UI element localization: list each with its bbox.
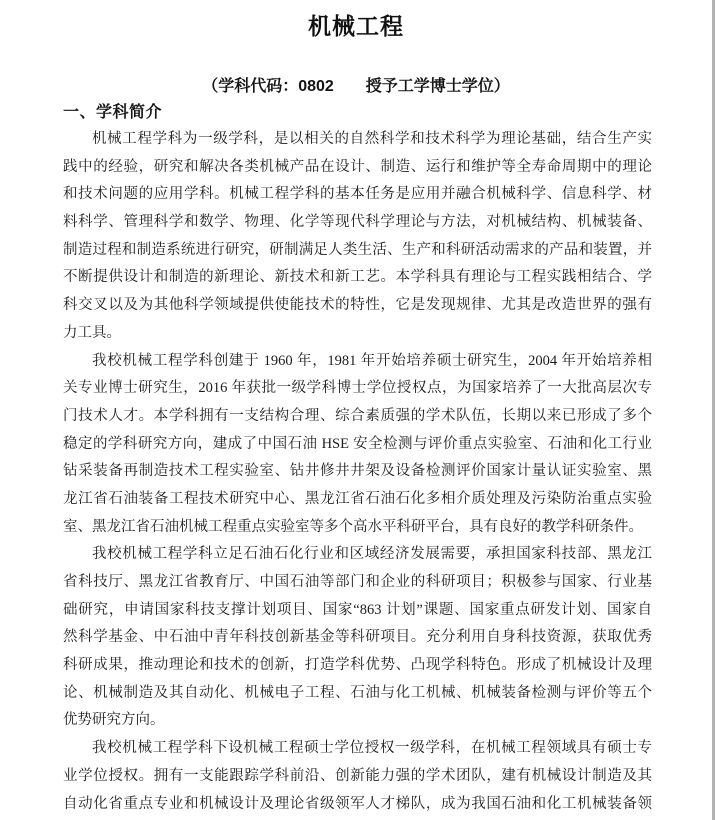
paragraph-2-line-6: 龙江省石油装备工程技术研究中心、黑龙江省石油石化多相介质处理及污染防治重点实验	[63, 490, 652, 507]
paragraph-1-line-2: 践中的经验，研究和解决各类机械产品在设计、制造、运行和维护等全寿命周期中的理论	[63, 158, 652, 175]
paragraph-3-line-7: 优势研究方向。	[63, 712, 165, 729]
paragraph-3-line-3: 础研究，申请国家科技支撑计划项目、国家“863 计划”课题、国家重点研发计划、国家自	[63, 601, 652, 618]
paragraph-3-line-6: 论、机械制造及其自动化、机械电子工程、石油与化工机械、机械装备检测与评价等五个	[63, 684, 652, 701]
paragraph-1-line-1: 机械工程学科为一级学科，是以相关的自然科学和技术科学为理论基础，结合生产实	[92, 131, 652, 147]
section-heading: 一、学科简介	[63, 104, 163, 121]
page-title: 机械工程	[308, 13, 404, 39]
paragraph-2-line-7: 室、黑龙江省石油机械工程重点实验室等多个高水平科研平台，具有良好的教学科研条件。	[63, 518, 643, 535]
paragraph-3-line-4: 然科学基金、中石油中青年科技创新基金等科研项目。充分利用自身科技资源，获取优秀	[63, 629, 652, 646]
paragraph-1-line-6: 不断提供设计和制造的新理论、新技术和新工艺。本学科具有理论与工程实践相结合、学	[63, 269, 652, 286]
paragraph-1-line-7: 科交叉以及为其他科学领域提供使能技术的特性，它是发现规律、尤其是改造世界的强有	[63, 297, 652, 314]
paragraph-3-line-1: 我校机械工程学科立足石油石化行业和区域经济发展需要，承担国家科技部、黑龙江	[92, 546, 652, 563]
page-edge-strip	[712, 0, 715, 820]
paragraph-1-line-5: 制造过程和制造系统进行研究，研制满足人类生活、生产和科研活动需求的产品和装置，并	[63, 241, 652, 258]
paragraph-2-line-5: 钻采装备再制造技术工程实验室、钻井修井井架及设备检测评价国家计量认证实验室、黑	[63, 463, 652, 480]
paragraph-4-line-1: 我校机械工程学科下设机械工程硕士学位授权一级学科，在机械工程领域具有硕士专	[92, 740, 652, 757]
paragraph-1-line-4: 料科学、管理科学和数学、物理、化学等现代科学理论与方法，对机械结构、机械装备、	[63, 214, 652, 231]
paragraph-2-line-4: 稳定的学科研究方向，建成了中国石油 HSE 安全检测与评价重点实验室、石油和化工行业	[63, 435, 652, 452]
paragraph-4-line-3: 自动化省重点专业和机械设计及理论省级领军人才梯队，成为我国石油和化工机械装备领	[63, 795, 652, 812]
paragraph-1-line-8: 力工具。	[63, 324, 121, 341]
document-body-text	[63, 126, 652, 818]
paragraph-3-line-2: 省科技厅、黑龙江省教育厅、中国石油等部门和企业的科研项目；积极参与国家、行业基	[63, 574, 652, 590]
paragraph-2-line-1: 我校机械工程学科创建于 1960 年，1981 年开始培养硕士研究生，2004 年开始培养相	[92, 352, 652, 369]
paragraph-3-line-5: 科研成果，推动理论和技术的创新，打造学科优势、凸现学科特色。形成了机械设计及理	[63, 657, 652, 674]
discipline-code-subtitle: （学科代码：0802 授予工学博士学位）	[202, 78, 510, 95]
paragraph-1-line-3: 和技术问题的应用学科。机械工程学科的基本任务是应用并融合机械科学、信息科学、材	[63, 186, 652, 203]
paragraph-2-line-2: 关专业博士研究生，2016 年获批一级学科博士学位授权点，为国家培养了一大批高层次专	[63, 380, 652, 397]
paragraph-2-line-3: 门技术人才。本学科拥有一支结构合理、综合素质强的学术队伍，长期以来已形成了多个	[63, 407, 652, 424]
paragraph-4-line-2: 业学位授权。拥有一支能跟踪学科前沿、创新能力强的学术团队，建有机械设计制造及其	[63, 767, 652, 784]
